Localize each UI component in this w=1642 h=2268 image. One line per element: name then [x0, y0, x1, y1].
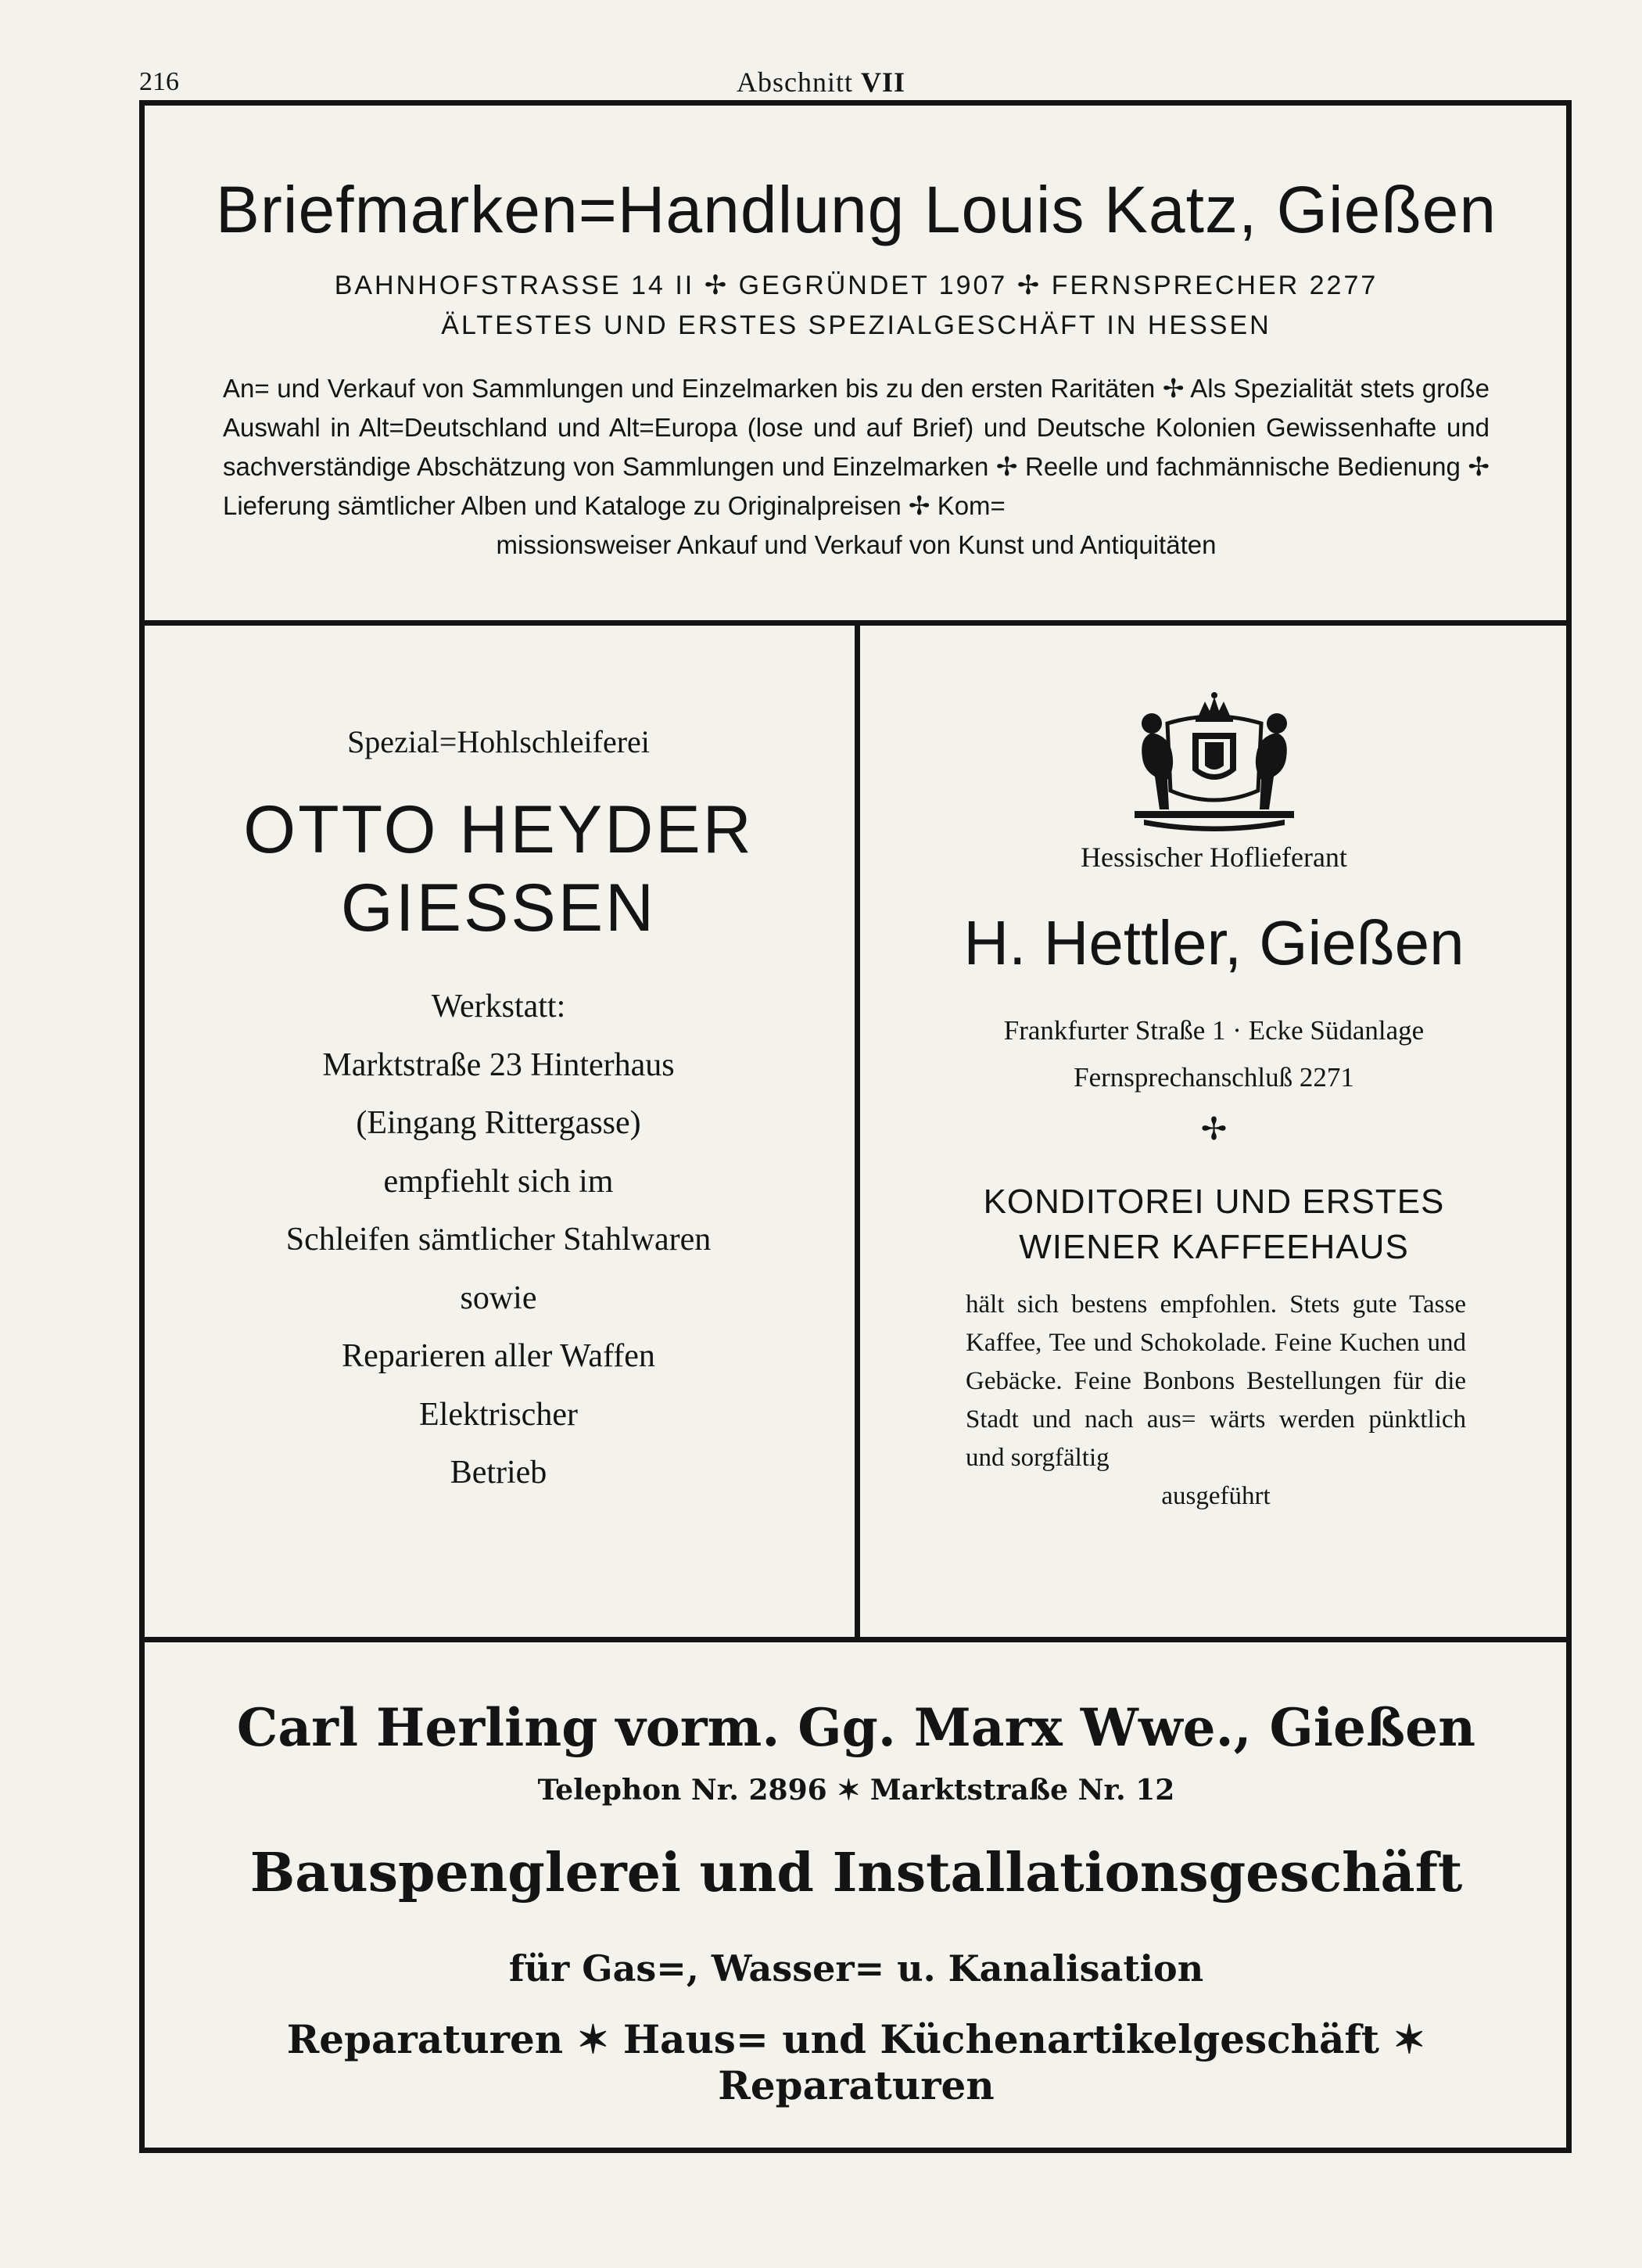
coat-of-arms-icon	[1120, 692, 1308, 833]
katz-body-line: Gewissenhafte und sachverständige Abschätzung von Sammlungen und Einzelmarken ✢ Reelle und	[223, 413, 1490, 481]
hettler-name: H. Hettler, Gießen	[963, 908, 1465, 978]
katz-title: Briefmarken=Handlung Louis Katz, Gießen	[215, 173, 1497, 246]
ornament-icon: ✢	[1200, 1111, 1228, 1147]
heyder-line: Betrieb	[450, 1455, 547, 1491]
heyder-city: GIESSEN	[340, 870, 657, 946]
katz-body-line: missionsweiser Ankauf und Verkauf von Kunst und Antiquitäten	[496, 530, 1217, 559]
divider-vertical	[855, 626, 860, 1637]
katz-tagline: ÄLTESTES UND ERSTES SPEZIALGESCHÄFT IN HESSEN	[441, 310, 1271, 340]
divider-bottom	[145, 1637, 1566, 1642]
katz-body-line: fachmännische Bedienung ✢ Lieferung sämtlicher Alben und Kataloge zu Originalpreisen ✢ Kom=	[223, 452, 1490, 520]
hettler-body-line: hält sich bestens empfohlen. Stets gute	[966, 1290, 1397, 1319]
heyder-line: Reparieren aller Waffen	[342, 1338, 655, 1374]
running-head	[0, 66, 1642, 99]
hettler-pretitle: Hessischer Hoflieferant	[1081, 842, 1347, 873]
heyder-line: Werkstatt:	[431, 989, 566, 1025]
katz-body	[223, 369, 1490, 565]
hettler-cafe-heading	[860, 1179, 1568, 1270]
heyder-line: Schleifen sämtlicher Stahlwaren	[285, 1222, 712, 1258]
heyder-details	[149, 978, 848, 1502]
katz-body-line: An= und Verkauf von Sammlungen und Einzelmarken bis zu den ersten Raritäten ✢ Als Spezialität	[223, 374, 1353, 403]
section-number: VII	[860, 66, 906, 98]
heyder-pretitle: Spezial=Hohlschleiferei	[347, 724, 650, 759]
hettler-cafe-line: WIENER KAFFEEHAUS	[1019, 1228, 1409, 1266]
heyder-line: Elektrischer	[419, 1396, 578, 1433]
katz-body-line: stets große Auswahl in Alt=Deutschland und Alt=Europa (lose und auf Brief) und Deutsche Kolonien	[223, 374, 1490, 442]
herling-services: für Gas=, Wasser= u. Kanalisation	[508, 1947, 1204, 1990]
heyder-line: sowie	[460, 1279, 537, 1316]
hettler-body-line: Bestellungen für die Stadt und nach aus=	[966, 1367, 1467, 1434]
heyder-line: empfiehlt sich im	[383, 1163, 614, 1200]
hettler-body-line: wärts werden pünktlich und sorgfältig	[966, 1405, 1467, 1472]
section-label: Abschnitt	[736, 66, 853, 98]
katz-info-line: BAHNHOFSTRASSE 14 II ✢ GEGRÜNDET 1907 ✢ FERNSPRECHER 2277	[334, 271, 1378, 300]
heyder-line: (Eingang Rittergasse)	[356, 1105, 641, 1141]
herling-title: Carl Herling vorm. Gg. Marx Wwe., Gießen	[236, 1697, 1476, 1758]
hettler-body-line: ausgeführt	[1161, 1482, 1271, 1510]
heyder-name: OTTO HEYDER	[243, 792, 754, 867]
hettler-body-line: Kuchen und Gebäcke. Feine Bonbons	[966, 1329, 1466, 1395]
hettler-body	[966, 1286, 1466, 1516]
hettler-cafe-line: KONDITOREI UND ERSTES	[983, 1182, 1445, 1221]
herling-footer: Reparaturen ✶ Haus= und Küchenartikelgeschäft ✶ Reparaturen	[286, 2016, 1426, 2108]
hettler-address: Frankfurter Straße 1 · Ecke Südanlage	[1003, 1015, 1425, 1046]
page-number: 216	[139, 67, 179, 96]
hettler-phone: Fernsprechanschluß 2271	[1074, 1062, 1354, 1093]
divider-top	[145, 620, 1566, 626]
herling-contact: Telephon Nr. 2896 ✶ Marktstraße Nr. 12	[537, 1774, 1175, 1807]
heyder-line: Marktstraße 23 Hinterhaus	[322, 1046, 675, 1083]
herling-trade: Bauspenglerei und Installationsgeschäft	[249, 1842, 1463, 1904]
hettler-body-line: Tasse Kaffee, Tee und Schokolade. Feine	[966, 1290, 1466, 1357]
